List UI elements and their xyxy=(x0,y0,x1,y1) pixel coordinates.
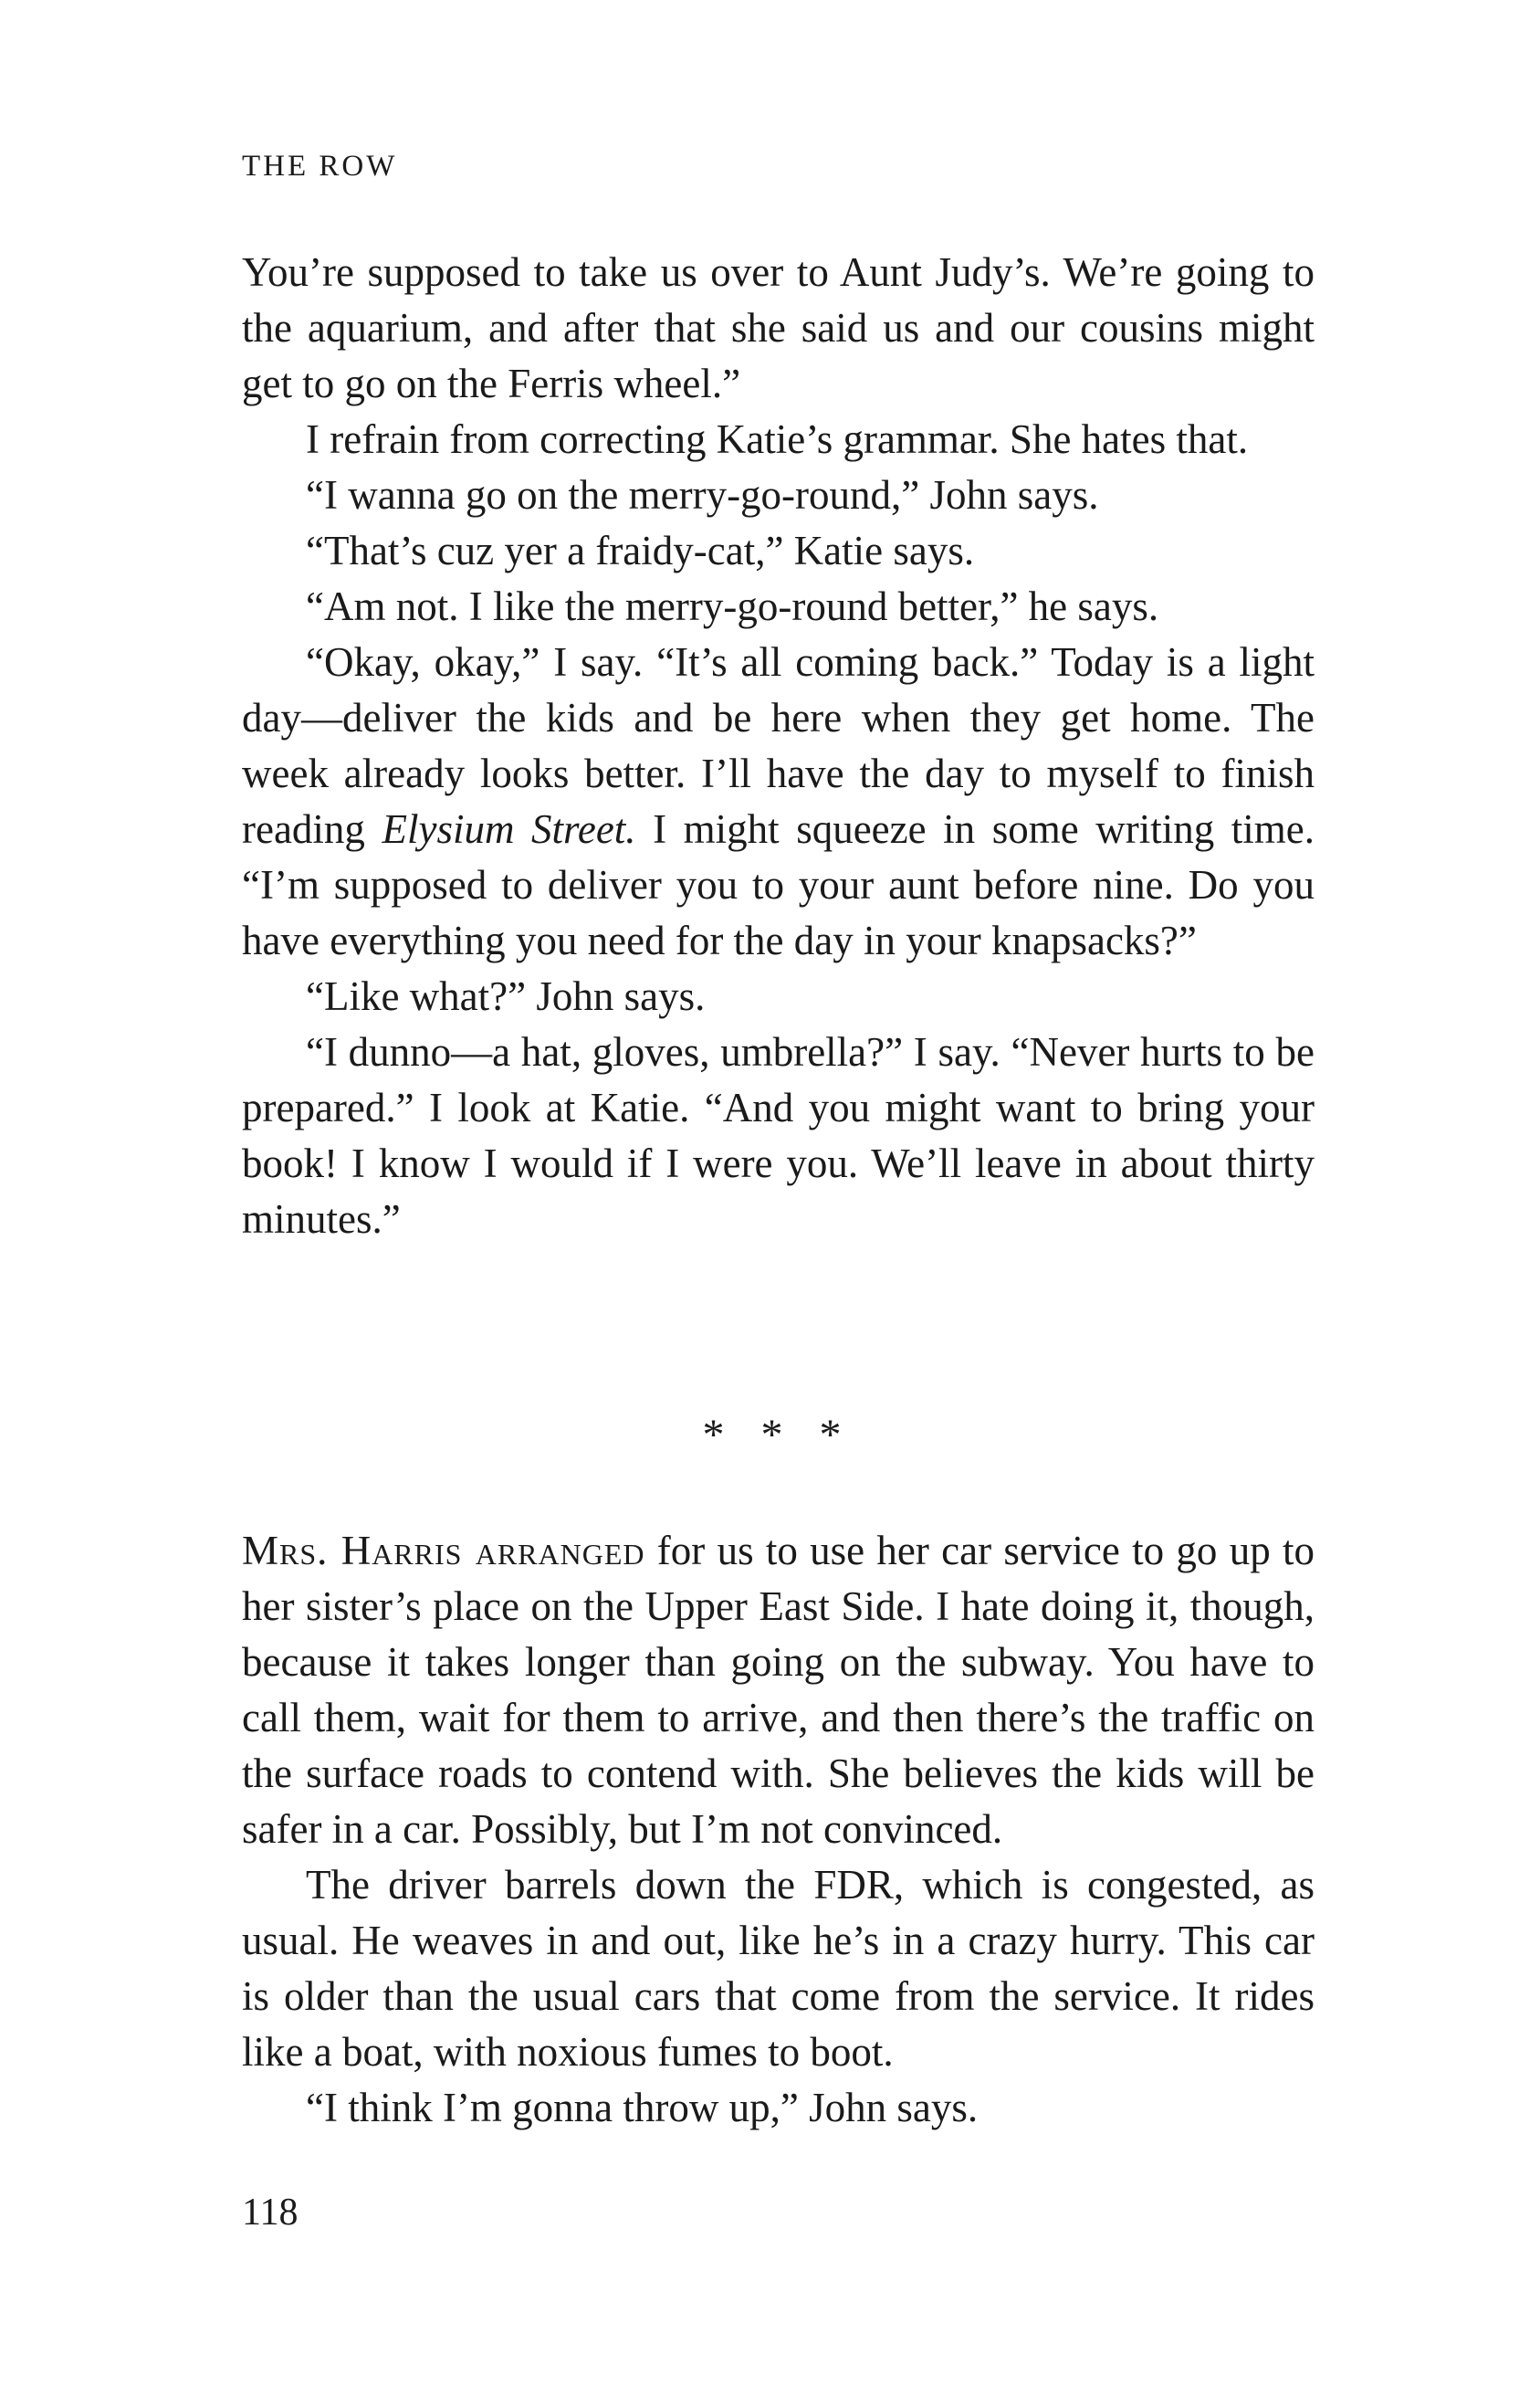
section-two-paragraph-1 xyxy=(242,1523,1315,1857)
section-two xyxy=(242,1523,1315,2136)
paragraph-1: You’re supposed to take us over to Aunt Judy’s. We’re going to the aquarium, and after that she said us and our cousins might get to go on the Ferris wheel.” xyxy=(242,249,1315,406)
paragraph-6-after: I might squeeze in some writing time. “I’m supposed to deliver you to your aunt before nine. Do you have everything you need for the day in your knapsacks?” xyxy=(242,806,1315,963)
section-two-paragraph-1-rest: for us to use her car service to go up to her sister’s place on the Upper East Side. I hate doing it, though, because it takes longer than going on the subway. You have to call them, wait for them to arrive, and then there’s the traffic on the surface roads to contend with. She believes the kids will be safer in a car. Possibly, but I’m not convinced. xyxy=(242,1528,1315,1852)
section-one xyxy=(242,245,1315,1247)
section-two-paragraph-2: The driver barrels down the FDR, which is congested, as usual. He weaves in and out, like he’s in a crazy hurry. This car is older than the usual cars that come from the service. It rides like a boat, with noxious fumes to boot. xyxy=(242,1862,1315,2075)
paragraph-7: “Like what?” John says. xyxy=(306,973,706,1019)
paragraph-6 xyxy=(242,635,1315,969)
section-lead-in: Mrs. Harris arranged xyxy=(242,1528,645,1573)
paragraph-4: “That’s cuz yer a fraidy-cat,” Katie says. xyxy=(306,528,975,573)
paragraph-6-before: “Okay, okay,” I say. “It’s all coming back.” Today is a light day—deliver the kids and be here when they get home. The week already looks better. I’ll have the day to myself to finish reading xyxy=(242,639,1315,852)
paragraph-8: “I dunno—a hat, gloves, umbrella?” I say. “Never hurts to be prepared.” I look at Katie. “And you might want to bring your book! I know I would if I were you. We’ll leave in about thirty minutes.” xyxy=(242,1029,1315,1242)
paragraph-2: I refrain from correcting Katie’s grammar. She hates that. xyxy=(306,416,1249,462)
book-title: Elysium Street. xyxy=(382,806,636,852)
paragraph-3: “I wanna go on the merry-go-round,” John says. xyxy=(306,472,1099,518)
page-number: 118 xyxy=(242,2192,299,2234)
paragraph-5: “Am not. I like the merry-go-round better,” he says. xyxy=(306,583,1159,629)
section-two-paragraph-3: “I think I’m gonna throw up,” John says. xyxy=(306,2085,979,2130)
scene-break: * * * xyxy=(702,1411,854,1459)
running-head: THE ROW xyxy=(242,150,398,183)
